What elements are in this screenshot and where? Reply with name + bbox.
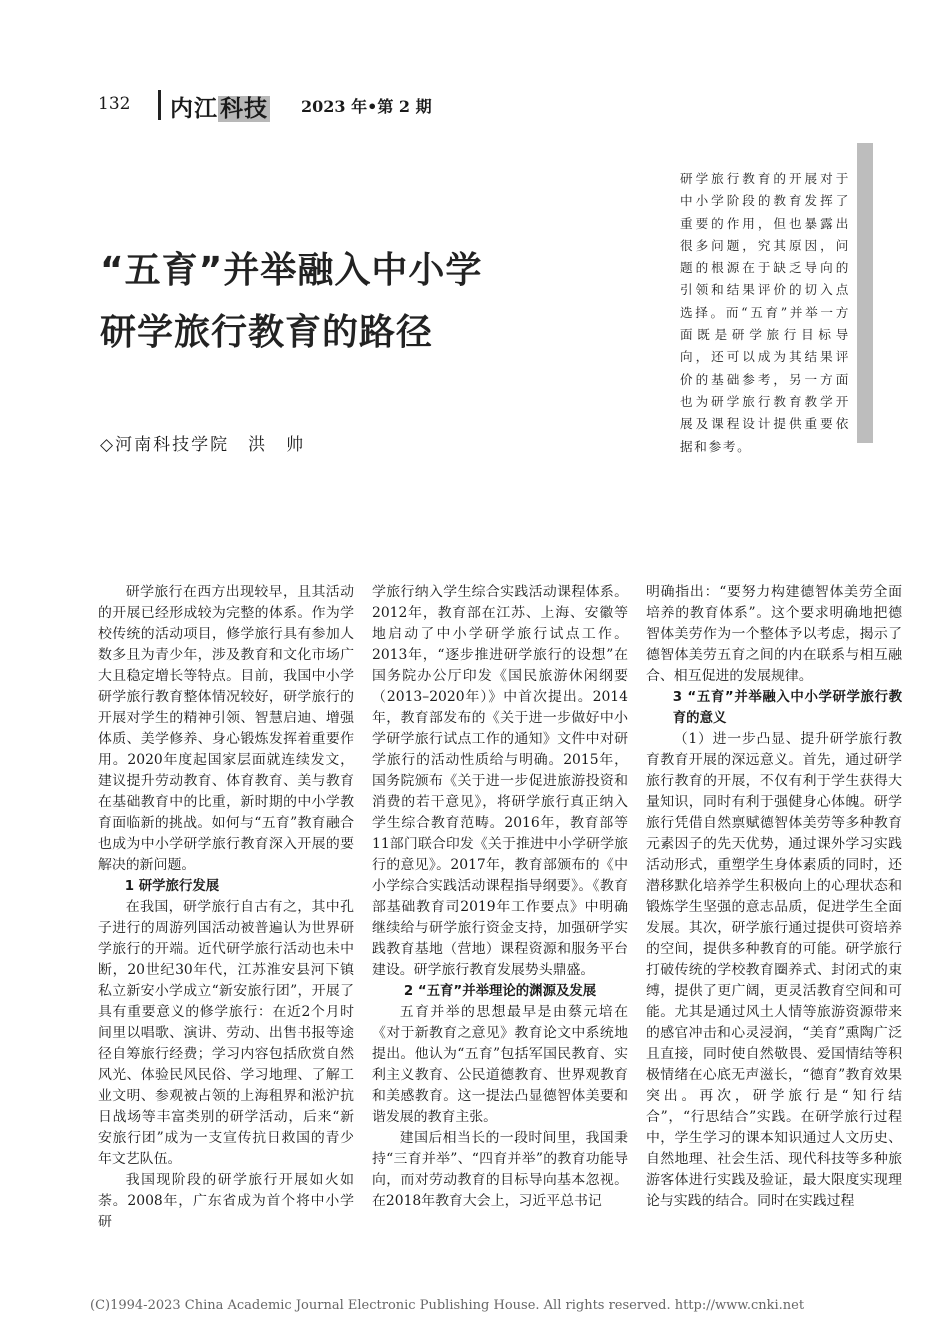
paragraph: 我国现阶段的研学旅行开展如火如荼。2008年，广东省成为首个将中小学研 (98, 1172, 354, 1230)
section-heading-3: 3 “五育”并举融入中小学研学旅行教育的意义 (672, 690, 902, 726)
page-number: 132 (98, 94, 131, 114)
paragraph: 明确指出：“要努力构建德智体美劳全面培养的教育体系”。这个要求明确地把德智体美劳作为一个整体予以考虑，揭示了德智体美劳五育之间的内在联系与相互融合、相互促进的发展规律。 (646, 584, 902, 684)
paragraph: （1）进一步凸显、提升研学旅行教育教育开展的深远意义。首先，通过研学旅行教育的开展，不仅有利于学生获得大量知识，同时有利于强健身心体魄。研学旅行凭借自然禀赋德智体美劳等多种教育元素因子的先天优势，通过课外学习实践活动形式，重塑学生身体素质的同时，还潜移默化培养学生积极向上的心理状态和锻炼学生坚强的意志品质，促进学生全面发展。其次，研学旅行通过提供可资培养的空间，提供多种教育的可能。研学旅行打破传统的学校教育圈养式、封闭式的束缚，提供了更广阔，更灵活教育空间和可能。尤其是通过风土人情等旅游资源带来的感官冲击和心灵浸润，“美育”熏陶广泛且直接，同时使自然敬畏、爱国情结等积极情绪在心底无声滋长，“德育”教育效果突出。再次，研学旅行是“知行结合”，“行思结合”实践。在研学旅行过程中，学生学习的课本知识通过人文历史、自然地理、社会生活、现代科技等多种旅游客体进行实践及验证，最大限度实现理论与实践的结合。同时在实践过程 (646, 731, 902, 1209)
issue-label: 2023 年•第 2 期 (301, 97, 432, 116)
title-line-1: “五育”并举融入中小学 (100, 250, 483, 291)
section-heading-2: 2 “五育”并举理论的渊源及发展 (403, 984, 597, 999)
journal-logo-part2: 科技 (220, 96, 268, 122)
page-header (98, 90, 858, 124)
article-title (100, 240, 620, 364)
title-line-2: 研学旅行教育的路径 (100, 312, 434, 353)
abstract: 研学旅行教育的开展对于中小学阶段的教育发挥了重要的作用，但也暴露出很多问题，究其原因，问题的根源在于缺乏导向的引领和结果评价的切入点选择。而“五育”并举一方面既是研学旅行目标导向，还可以成为其结果评价的基础参考，另一方面也为研学旅行教育教学开展及课程设计提供重要依据和参考。 (680, 171, 850, 454)
column-2 (372, 582, 628, 1212)
paragraph: 建国后相当长的一段时间里，我国秉持“三育并举”、“四育并举”的教育功能导向，而对劳动教育的目标导向基本忽视。在2018年教育大会上，习近平总书记 (372, 1130, 628, 1209)
paragraph: 五育并举的思想最早是由蔡元培在《对于新教育之意见》教育论文中系统地提出。他认为“五育”包括军国民教育、实利主义教育、公民道德教育、世界观教育和美感教育。这一提法凸显德智体美要和谐发展的教育主张。 (372, 1004, 628, 1125)
column-1 (98, 582, 354, 1233)
paragraph: 研学旅行在西方出现较早，且其活动的开展已经形成较为完整的体系。作为学校传统的活动项目，修学旅行具有参加人数多且为青少年，涉及教育和文化市场广大且稳定增长等特点。目前，我国中小学研学旅行教育整体情况较好，研学旅行的开展对学生的精神引领、智慧启迪、增强体质、美学修养、身心锻炼发挥着重要作用。2020年度起国家层面就连续发文，建议提升劳动教育、体育教育、美与教育在基础教育中的比重，新时期的中小学教育面临新的挑战。如何与“五育”教育融合也成为中小学研学旅行教育深入开展的要解决的新问题。 (98, 584, 354, 873)
copyright-footer: (C)1994-2023 China Academic Journal Electronic Publishing House. All rights reserved. http://www.cnki.net (90, 1298, 805, 1313)
paragraph: 在我国，研学旅行自古有之，其中孔子进行的周游列国活动被普遍认为世界研学旅行的开端。近代研学旅行活动也未中断，20世纪30年代，江苏淮安县河下镇私立新安小学成立“新安旅行团”，开展了具有重要意义的修学旅行：在近2个月时间里以唱歌、演讲、劳动、出售书报等途径自筹旅行经费；学习内容包括欣赏自然风光、体验民风民俗、学习地理、了解工业文明、参观被占领的上海租界和淞沪抗日战场等丰富类别的研学活动，后来“新安旅行团”成为一支宣传抗日救国的青少年文艺队伍。 (98, 899, 354, 1167)
journal-logo (170, 90, 270, 123)
abstract-side-bar (857, 143, 873, 443)
author-line: ◇河南科技学院 洪 帅 (100, 435, 306, 455)
paragraph: 学旅行纳入学生综合实践活动课程体系。2012年，教育部在江苏、上海、安徽等地启动了中小学研学旅行试点工作。2013年，“逐步推进研学旅行的设想”在国务院办公厅印发《国民旅游休闲纲要（2013–2020年）》中首次提出。2014年，教育部发布的《关于进一步做好中小学研学旅行试点工作的通知》文件中对研学旅行的活动性质给与明确。2015年，国务院颁布《关于进一步促进旅游投资和消费的若干意见》，将研学旅行真正纳入学生综合教育范畴。2016年，教育部等11部门联合印发《关于推进中小学研学旅行的意见》。2017年，教育部颁布的《中小学综合实践活动课程指导纲要》。《教育部基础教育司2019年工作要点》中明确继续给与研学旅行资金支持，加强研学实践教育基地（营地）课程资源和服务平台建设。研学旅行教育发展势头鼎盛。 (372, 584, 628, 978)
column-3 (646, 582, 902, 1212)
section-heading-1: 1 研学旅行发展 (124, 879, 220, 894)
header-divider (158, 90, 161, 120)
journal-logo-part1: 内江 (170, 96, 218, 122)
